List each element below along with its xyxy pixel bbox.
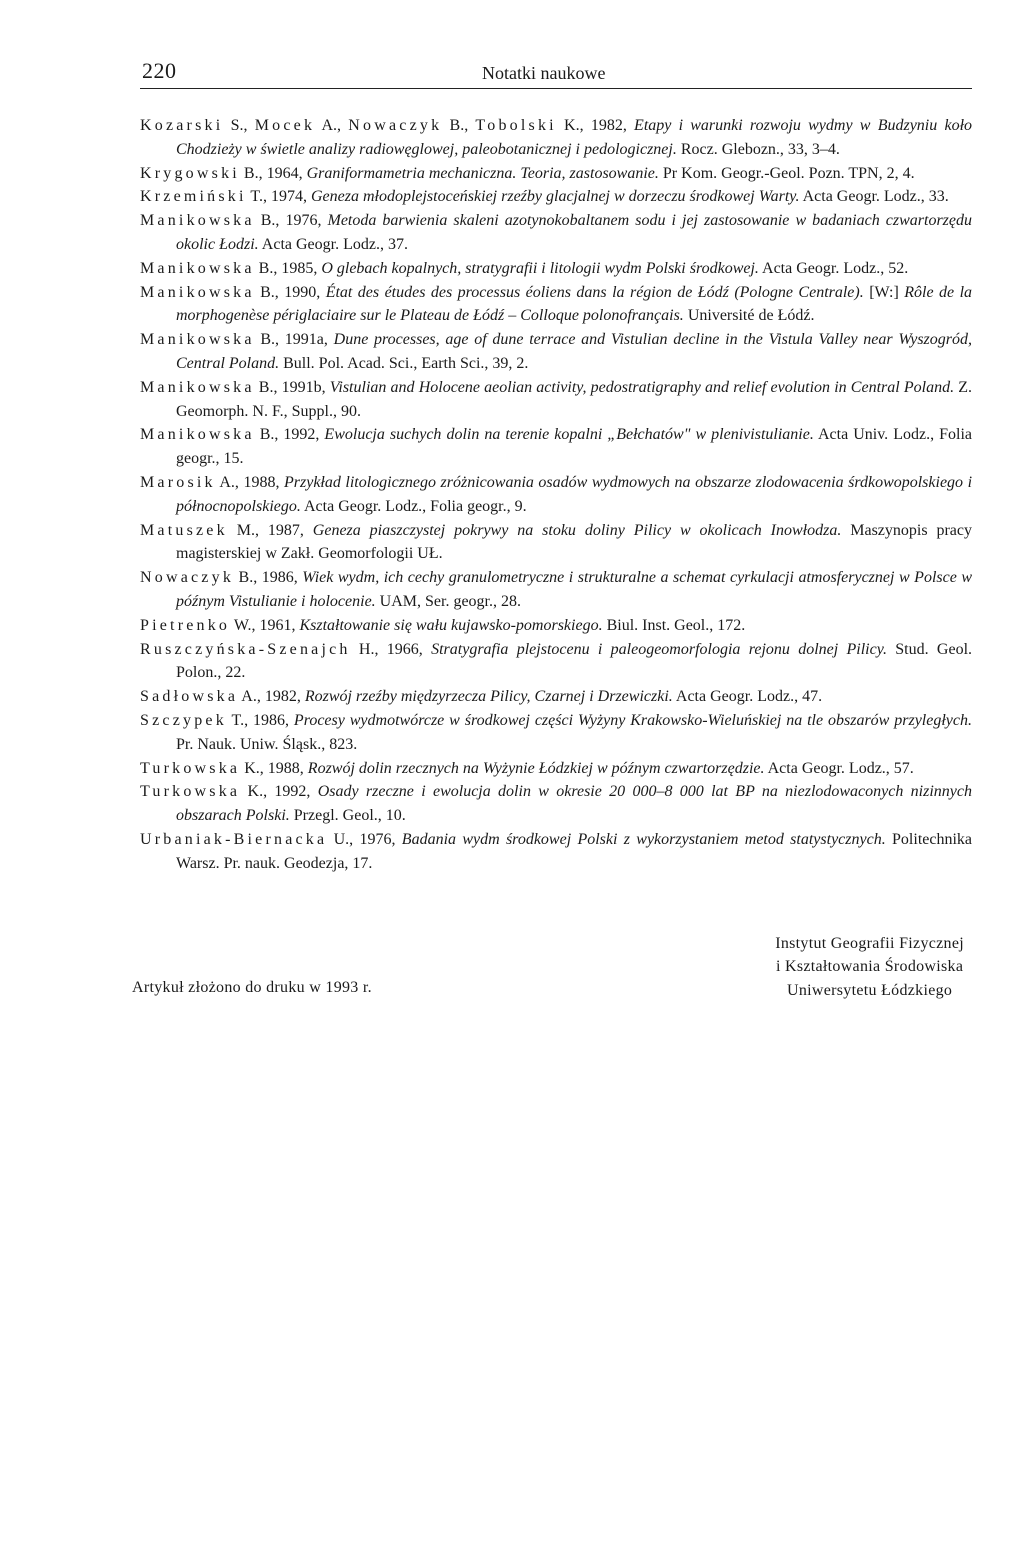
reference-entry: [140, 209, 972, 257]
reference-entry: [140, 757, 972, 781]
reference-title: Rozwój dolin rzecznych na Wyżynie Łódzkiej w późnym czwartorzędzie.: [307, 759, 765, 777]
journal-title: Notatki naukowe: [482, 63, 606, 83]
reference-initials: K.,: [240, 759, 268, 777]
reference-author: Nowaczyk: [348, 117, 443, 134]
reference-source: Acta Geogr. Lodz., 33.: [799, 188, 949, 206]
reference-title: Przykład litologicznego zróżnicowania osadów wydmowych na obszarze zlodowacenia śrdkowopolskiego i północnopolskiego.: [176, 473, 973, 515]
reference-title: Rôle de la morphogenèse périglaciaire sur le Plateau de Łódź – Colloque polonofrançais.: [176, 283, 973, 325]
reference-initials: M.,: [227, 521, 268, 539]
reference-entry: [140, 257, 972, 281]
page: [132, 48, 973, 1019]
reference-source: Biul. Inst. Geol., 172.: [602, 616, 746, 634]
reference-title: Wiek wydm, ich cechy granulometryczne i strukturalne a schemat cyrkulacji atmosferycznej w Polsce w późnym Vistulianie i holocenie.: [176, 569, 973, 610]
reference-source: Acta Geogr. Lodz., Folia geogr., 9.: [300, 497, 527, 515]
reference-initials: B.,: [254, 378, 282, 396]
reference-initials: A.,: [215, 473, 244, 491]
reference-author: Pietrenko: [140, 616, 231, 634]
reference-author: Marosik: [140, 473, 216, 491]
reference-title: Graniformametria mechaniczna. Teoria, zastosowanie.: [306, 164, 659, 182]
reference-author: Sadłowska: [140, 688, 239, 706]
reference-initials: B.,: [442, 117, 476, 134]
reference-author: Manikowska: [140, 426, 255, 444]
reference-entry: [140, 328, 972, 376]
reference-source: Acta Geogr. Lodz., 37.: [258, 235, 408, 253]
reference-source: Acta Univ. Lodz., Folia geogr., 15.: [176, 426, 972, 468]
reference-title: Badania wydm środkowej Polski z wykorzystaniem metod statystycznych.: [401, 830, 886, 848]
reference-entry: [140, 423, 972, 471]
reference-initials: B.,: [254, 259, 282, 277]
reference-year: 1961,: [259, 616, 300, 634]
reference-year: 1964,: [266, 164, 307, 182]
reference-author: Manikowska: [140, 331, 255, 349]
running-head: [140, 48, 972, 89]
reference-initials: H.,: [350, 640, 387, 658]
reference-initials: B.,: [254, 426, 284, 444]
reference-title: Geneza młodoplejstoceńskiej rzeźby glacjalnej w dorzeczu środkowej Warty.: [310, 188, 800, 206]
reference-author: Tobolski: [475, 117, 557, 134]
reference-entry: [140, 281, 972, 329]
reference-entry: [140, 519, 972, 567]
reference-author: Turkowska: [140, 759, 241, 777]
affiliation-line: Instytut Geografii Fizycznej: [775, 934, 964, 952]
reference-source: Pr Kom. Geogr.-Geol. Pozn. TPN, 2, 4.: [658, 164, 915, 182]
article-footer: [132, 919, 972, 1019]
reference-year: 1985,: [281, 259, 322, 277]
reference-initials: K.,: [240, 783, 275, 801]
author-affiliation: [775, 932, 964, 1003]
reference-entry: [140, 376, 972, 424]
reference-title: État des études des processus éoliens dans la région de Łódź (Pologne Centrale).: [325, 283, 864, 301]
reference-initials: U.,: [327, 830, 360, 848]
reference-source: Pr. Nauk. Uniw. Śląsk., 823.: [176, 735, 358, 753]
reference-initials: B.,: [239, 164, 267, 182]
reference-source: Acta Geogr. Lodz., 52.: [758, 259, 909, 277]
reference-title: Ewolucja suchych dolin na terenie kopalni „Bełchatów" w plenivistulianie.: [324, 426, 814, 444]
reference-title: Osady rzeczne i ewolucja dolin w okresie 20 000–8 000 lat BP na niezlodowaconych nizinnych obszarach Polski.: [176, 783, 972, 825]
reference-source: Politechnika Warsz. Pr. nauk. Geodezja, 17.: [176, 830, 973, 872]
reference-year: 1986,: [261, 569, 303, 587]
reference-source: Bull. Pol. Acad. Sci., Earth Sci., 39, 2.: [279, 354, 529, 372]
reference-title: O glebach kopalnych, stratygrafii i litologii wydm Polski środkowej.: [321, 259, 759, 277]
reference-year: 1988,: [243, 473, 284, 491]
reference-entry: [140, 638, 972, 686]
reference-entry: [140, 566, 972, 614]
reference-author: Mocek: [254, 117, 316, 134]
reference-initials: B.,: [254, 331, 285, 349]
reference-title: Etapy i warunki rozwoju wydmy w Budzyniu koło Chodzieży w świetle analizy radiowęglowej, paleobotanicznej i pedologicznej.: [176, 117, 973, 158]
submission-note: Artykuł złożono do druku w 1993 r.: [132, 978, 372, 996]
reference-entry: [140, 709, 972, 757]
reference-source: Rocz. Glebozn., 33, 3–4.: [676, 140, 840, 158]
reference-year: 1988,: [267, 759, 308, 777]
reference-author: Ruszczyńska-Szenajch: [140, 640, 351, 658]
reference-initials: A.,: [238, 688, 265, 706]
reference-source-mid: [W:]: [863, 283, 905, 301]
reference-year: 1974,: [270, 188, 311, 206]
reference-year: 1990,: [284, 283, 326, 301]
reference-author: Nowaczyk: [140, 569, 235, 587]
reference-entry: [140, 162, 972, 186]
reference-year: 1976,: [359, 830, 402, 848]
reference-source: Acta Geogr. Lodz., 47.: [672, 688, 823, 706]
reference-list: [140, 114, 972, 876]
reference-author: Matuszek: [140, 521, 228, 539]
reference-initials: W.,: [230, 616, 260, 634]
reference-year: 1966,: [386, 640, 432, 658]
reference-source: Maszynopis pracy magisterskiej w Zakł. Geomorfologii UŁ.: [176, 521, 973, 563]
reference-title: Rozwój rzeźby międzyrzecza Pilicy, Czarnej i Drzewiczki.: [304, 688, 673, 706]
reference-year: 1991b,: [281, 378, 330, 396]
reference-initials: T.,: [246, 188, 271, 206]
reference-initials: K.,: [556, 117, 591, 134]
reference-author: Manikowska: [140, 259, 255, 277]
reference-title: Geneza piaszczystej pokrywy na stoku doliny Pilicy w okolicach Inowłodza.: [312, 521, 842, 539]
reference-year: 1982,: [590, 117, 635, 134]
reference-year: 1976,: [285, 212, 328, 230]
reference-entry: [140, 471, 972, 519]
reference-source: Acta Geogr. Lodz., 57.: [764, 759, 914, 777]
reference-source: Stud. Geol. Polon., 22.: [176, 640, 973, 682]
reference-entry: [140, 114, 972, 162]
reference-source: Université de Łódź.: [683, 307, 815, 325]
page-number: 220: [142, 58, 177, 83]
reference-year: 1992,: [283, 426, 325, 444]
reference-entry: [140, 614, 972, 638]
reference-entry: [140, 185, 972, 209]
reference-author: Kozarski: [140, 117, 224, 134]
reference-author: Manikowska: [140, 283, 255, 301]
reference-year: 1992,: [274, 783, 318, 801]
reference-author: Turkowska: [140, 783, 241, 801]
reference-author: Krygowski: [140, 164, 240, 182]
reference-entry: [140, 828, 972, 876]
reference-source: UAM, Ser. geogr., 28.: [375, 592, 521, 610]
reference-entry: [140, 685, 972, 709]
reference-source: Z. Geomorph. N. F., Suppl., 90.: [176, 378, 973, 420]
reference-title: Dune processes, age of dune terrace and Vistulian decline in the Vistula Valley near Wyszogród, Central Poland.: [176, 331, 973, 372]
reference-initials: B.,: [254, 283, 285, 301]
reference-year: 1986,: [253, 711, 294, 729]
reference-author: Manikowska: [140, 212, 255, 230]
reference-author: Manikowska: [140, 378, 255, 396]
reference-initials: T.,: [226, 711, 254, 729]
affiliation-line: i Kształtowania Środowiska: [775, 958, 964, 975]
reference-entry: [140, 780, 972, 828]
reference-author: Szczypek: [140, 711, 227, 729]
reference-initials: B.,: [254, 212, 286, 230]
reference-source: Przegl. Geol., 10.: [289, 807, 406, 825]
reference-year: 1982,: [264, 688, 305, 706]
reference-initials: A.,: [315, 117, 349, 134]
reference-title: Stratygrafia plejstocenu i paleogeomorfologia rejonu dolnej Pilicy.: [431, 640, 887, 658]
reference-initials: B.,: [234, 569, 262, 587]
reference-author: Krzemiński: [140, 188, 247, 206]
reference-title: Procesy wydmotwórcze w środkowej części Wyżyny Krakowsko-Wieluńskiej na tle obszarów przyległych.: [293, 711, 973, 729]
reference-author: Urbaniak-Biernacka: [140, 830, 328, 848]
reference-title: Metoda barwienia skaleni azotynokobaltanem sodu i jej zastosowanie w badaniach czwartorzędu okolic Łodzi.: [176, 212, 973, 253]
affiliation-line: Uniwersytetu Łódzkiego: [786, 981, 953, 999]
reference-year: 1987,: [267, 521, 313, 539]
reference-title: Kształtowanie się wału kujawsko-pomorskiego.: [299, 616, 603, 634]
reference-initials: S.,: [223, 117, 255, 134]
reference-year: 1991a,: [284, 331, 334, 349]
reference-title: Vistulian and Holocene aeolian activity, pedostratigraphy and relief evolution in Central Poland.: [329, 378, 955, 396]
